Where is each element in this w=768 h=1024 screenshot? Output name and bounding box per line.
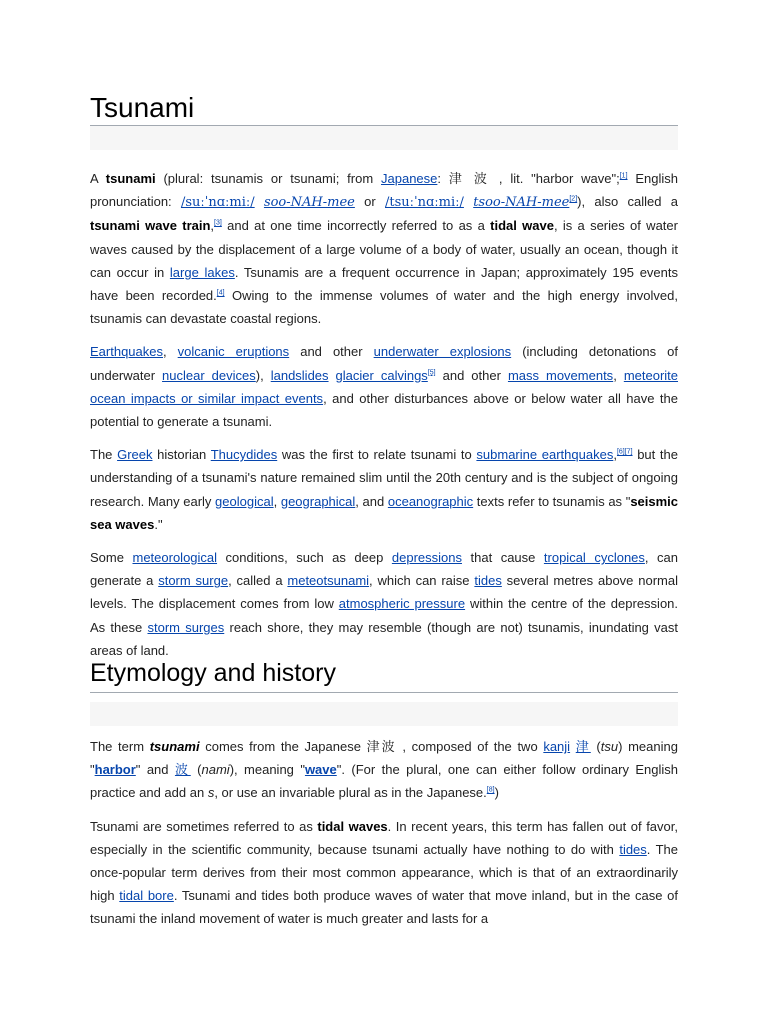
link-depressions[interactable]: depressions [391, 550, 462, 566]
link-geographical[interactable]: geographical [280, 493, 356, 509]
text: was the first to relate tsunami to [277, 447, 477, 463]
text: English pronunciation: [90, 171, 678, 210]
text: ( [590, 739, 601, 754]
section-banner [90, 702, 678, 726]
etymology-paragraph-2 [90, 815, 678, 931]
link-landslides[interactable]: landslides [270, 367, 329, 383]
bold-term: tidal wave [490, 218, 554, 234]
citation-ref[interactable]: [8] [486, 787, 495, 795]
text: that cause [461, 550, 544, 566]
text: " and [135, 762, 175, 778]
citation-ref[interactable]: [4] [216, 289, 225, 297]
text: , is a series of water waves caused by the displacement of a large volume of a body of water, usually an ocean, though it can occur in [90, 218, 678, 280]
bold-term: tsunami wave train [90, 218, 211, 234]
text: comes from the Japanese 津波 , composed of the two [199, 739, 544, 754]
citation-ref[interactable]: [5] [427, 369, 436, 377]
respelling-link[interactable]: soo-NAH-mee [263, 195, 355, 211]
text: (including detonations of underwater [90, 344, 679, 383]
text: , and other disturbances above or below water all have the potential to generate a tsunami. [90, 390, 678, 430]
text: and at one time incorrectly referred to as a [221, 218, 491, 234]
text: Some [90, 550, 133, 566]
link-kanji[interactable]: kanji [543, 739, 571, 754]
intro-section [90, 167, 678, 672]
intro-paragraph-4 [90, 546, 678, 662]
link-mass-movements[interactable]: mass movements [507, 367, 614, 383]
text: ), [255, 367, 271, 383]
text: but the understanding of a tsunami's nature remained slim until the 20th century and is the subject of ongoing research. Many early [90, 447, 679, 509]
text: historian [152, 447, 211, 463]
link-thucydides[interactable]: Thucydides [210, 447, 278, 463]
link-oceanographic[interactable]: oceanographic [387, 493, 474, 509]
citation-ref[interactable]: [3] [214, 220, 222, 228]
text: A [90, 171, 106, 186]
link-underwater-explosions[interactable]: underwater explosions [373, 344, 512, 360]
text: , or use an invariable plural as in the Japanese. [214, 785, 487, 801]
link-tsu-character[interactable]: 津 [575, 739, 591, 754]
link-tides[interactable]: tides [474, 573, 502, 589]
text: . Tsunami and tides both produce waves of water that move inland, but in the case of tsunami the inland movement of water is much greater and lasts for a [90, 888, 678, 927]
text: ) meaning " [90, 739, 678, 778]
link-nuclear-devices[interactable]: nuclear devices [162, 367, 256, 383]
text: or [354, 194, 385, 210]
ipa-link[interactable]: /tsuːˈnɑːmiː/ [385, 195, 464, 211]
text: Tsunami are sometimes referred to as [90, 818, 318, 834]
text [255, 194, 264, 209]
text: ." [154, 516, 163, 532]
link-nami-character[interactable]: 波 [174, 762, 191, 778]
text: . The once-popular term derives from their most common appearance, which is that of an extraordinarily high [90, 841, 679, 904]
italic-term: nami [201, 762, 230, 778]
intro-paragraph-3 [90, 443, 678, 536]
text: , and [355, 493, 388, 509]
link-storm-surge[interactable]: storm surge [158, 573, 229, 589]
link-greek[interactable]: Greek [117, 447, 153, 463]
link-tidal-bore[interactable]: tidal bore [119, 888, 174, 904]
text: : 津 波 , lit. "harbor wave"; [437, 171, 620, 186]
text: . In recent years, this term has fallen out of favor, especially in the scientific community, because tsunami actually have nothing to do with [90, 818, 678, 857]
link-meteotsunami[interactable]: meteotsunami [287, 573, 370, 589]
link-tropical-cyclones[interactable]: tropical cyclones [543, 550, 645, 566]
link-meteorite-impacts[interactable]: meteorite ocean impacts or similar impact events [90, 367, 679, 406]
text: ), also called a [577, 194, 678, 210]
section-heading-etymology: Etymology and history [90, 659, 336, 687]
link-atmospheric-pressure[interactable]: atmospheric pressure [338, 596, 466, 612]
text: , can generate a [90, 550, 678, 589]
text: and other [289, 344, 374, 360]
text: within the centre of the depression. As these [90, 596, 679, 635]
text: Owing to the immense volumes of water and the high energy involved, tsunamis can devastate coastal regions. [90, 288, 678, 327]
citation-ref[interactable]: [6][7] [616, 448, 633, 456]
citation-ref[interactable]: [1] [619, 172, 628, 180]
link-glacier-calvings[interactable]: glacier calvings [335, 367, 428, 383]
text: The [90, 447, 118, 463]
link-volcanic-eruptions[interactable]: volcanic eruptions [177, 344, 290, 360]
link-harbor[interactable]: harbor [94, 762, 136, 778]
bold-term: seismic sea waves [90, 493, 679, 532]
text: The term [90, 739, 150, 754]
text [329, 368, 336, 383]
bold-term: tidal waves [317, 818, 388, 834]
text: reach shore, they may resemble (though are not) tsunamis, inundating vast areas of land. [90, 619, 679, 658]
text: ". (For the plural, one can either follow ordinary English practice and add an [90, 762, 678, 801]
text: several metres above normal levels. The displacement comes from low [90, 573, 678, 612]
text: . Tsunamis are a frequent occurrence in Japan; approximately 195 events have been recorded. [90, 264, 679, 304]
respelling-link[interactable]: tsoo-NAH-mee [473, 195, 570, 211]
text: , called a [228, 573, 288, 589]
link-large-lakes[interactable]: large lakes [169, 264, 235, 280]
text: ( [190, 762, 202, 778]
header-banner [90, 126, 678, 150]
text: , [210, 218, 215, 234]
etymology-section [90, 735, 678, 941]
link-geological[interactable]: geological [215, 493, 274, 509]
link-storm-surges[interactable]: storm surges [147, 619, 225, 635]
intro-paragraph-2 [90, 340, 678, 433]
link-submarine-earthquakes[interactable]: submarine earthquakes [476, 447, 614, 463]
bold-term: tsunami [105, 171, 156, 186]
text: , [613, 367, 624, 383]
text: texts refer to tsunamis as " [473, 493, 631, 509]
text: , [273, 493, 281, 509]
page-title: Tsunami [90, 92, 195, 123]
text [464, 194, 473, 209]
italic-term: s [207, 785, 215, 801]
etymology-paragraph-1 [90, 735, 678, 805]
text: ) [494, 785, 499, 801]
text: (plural: tsunamis or tsunami; from [155, 171, 381, 186]
citation-ref[interactable]: [2] [569, 195, 578, 203]
text: , which can raise [369, 573, 475, 589]
intro-paragraph-1 [90, 167, 678, 330]
bold-term: tsunami [149, 739, 200, 754]
link-japanese[interactable]: Japanese [381, 171, 438, 186]
link-wave[interactable]: wave [304, 762, 337, 778]
text: ), meaning " [229, 762, 305, 778]
link-tides[interactable]: tides [619, 841, 647, 857]
ipa-link[interactable]: /suːˈnɑːmiː/ [180, 195, 255, 211]
text: and other [435, 367, 508, 383]
text: , [163, 344, 178, 360]
italic-term: tsu [600, 739, 619, 754]
link-meteorological[interactable]: meteorological [132, 550, 218, 566]
link-earthquakes[interactable]: Earthquakes [90, 344, 163, 360]
section-divider [90, 692, 678, 693]
text: conditions, such as deep [217, 550, 392, 566]
text: , [613, 447, 617, 463]
